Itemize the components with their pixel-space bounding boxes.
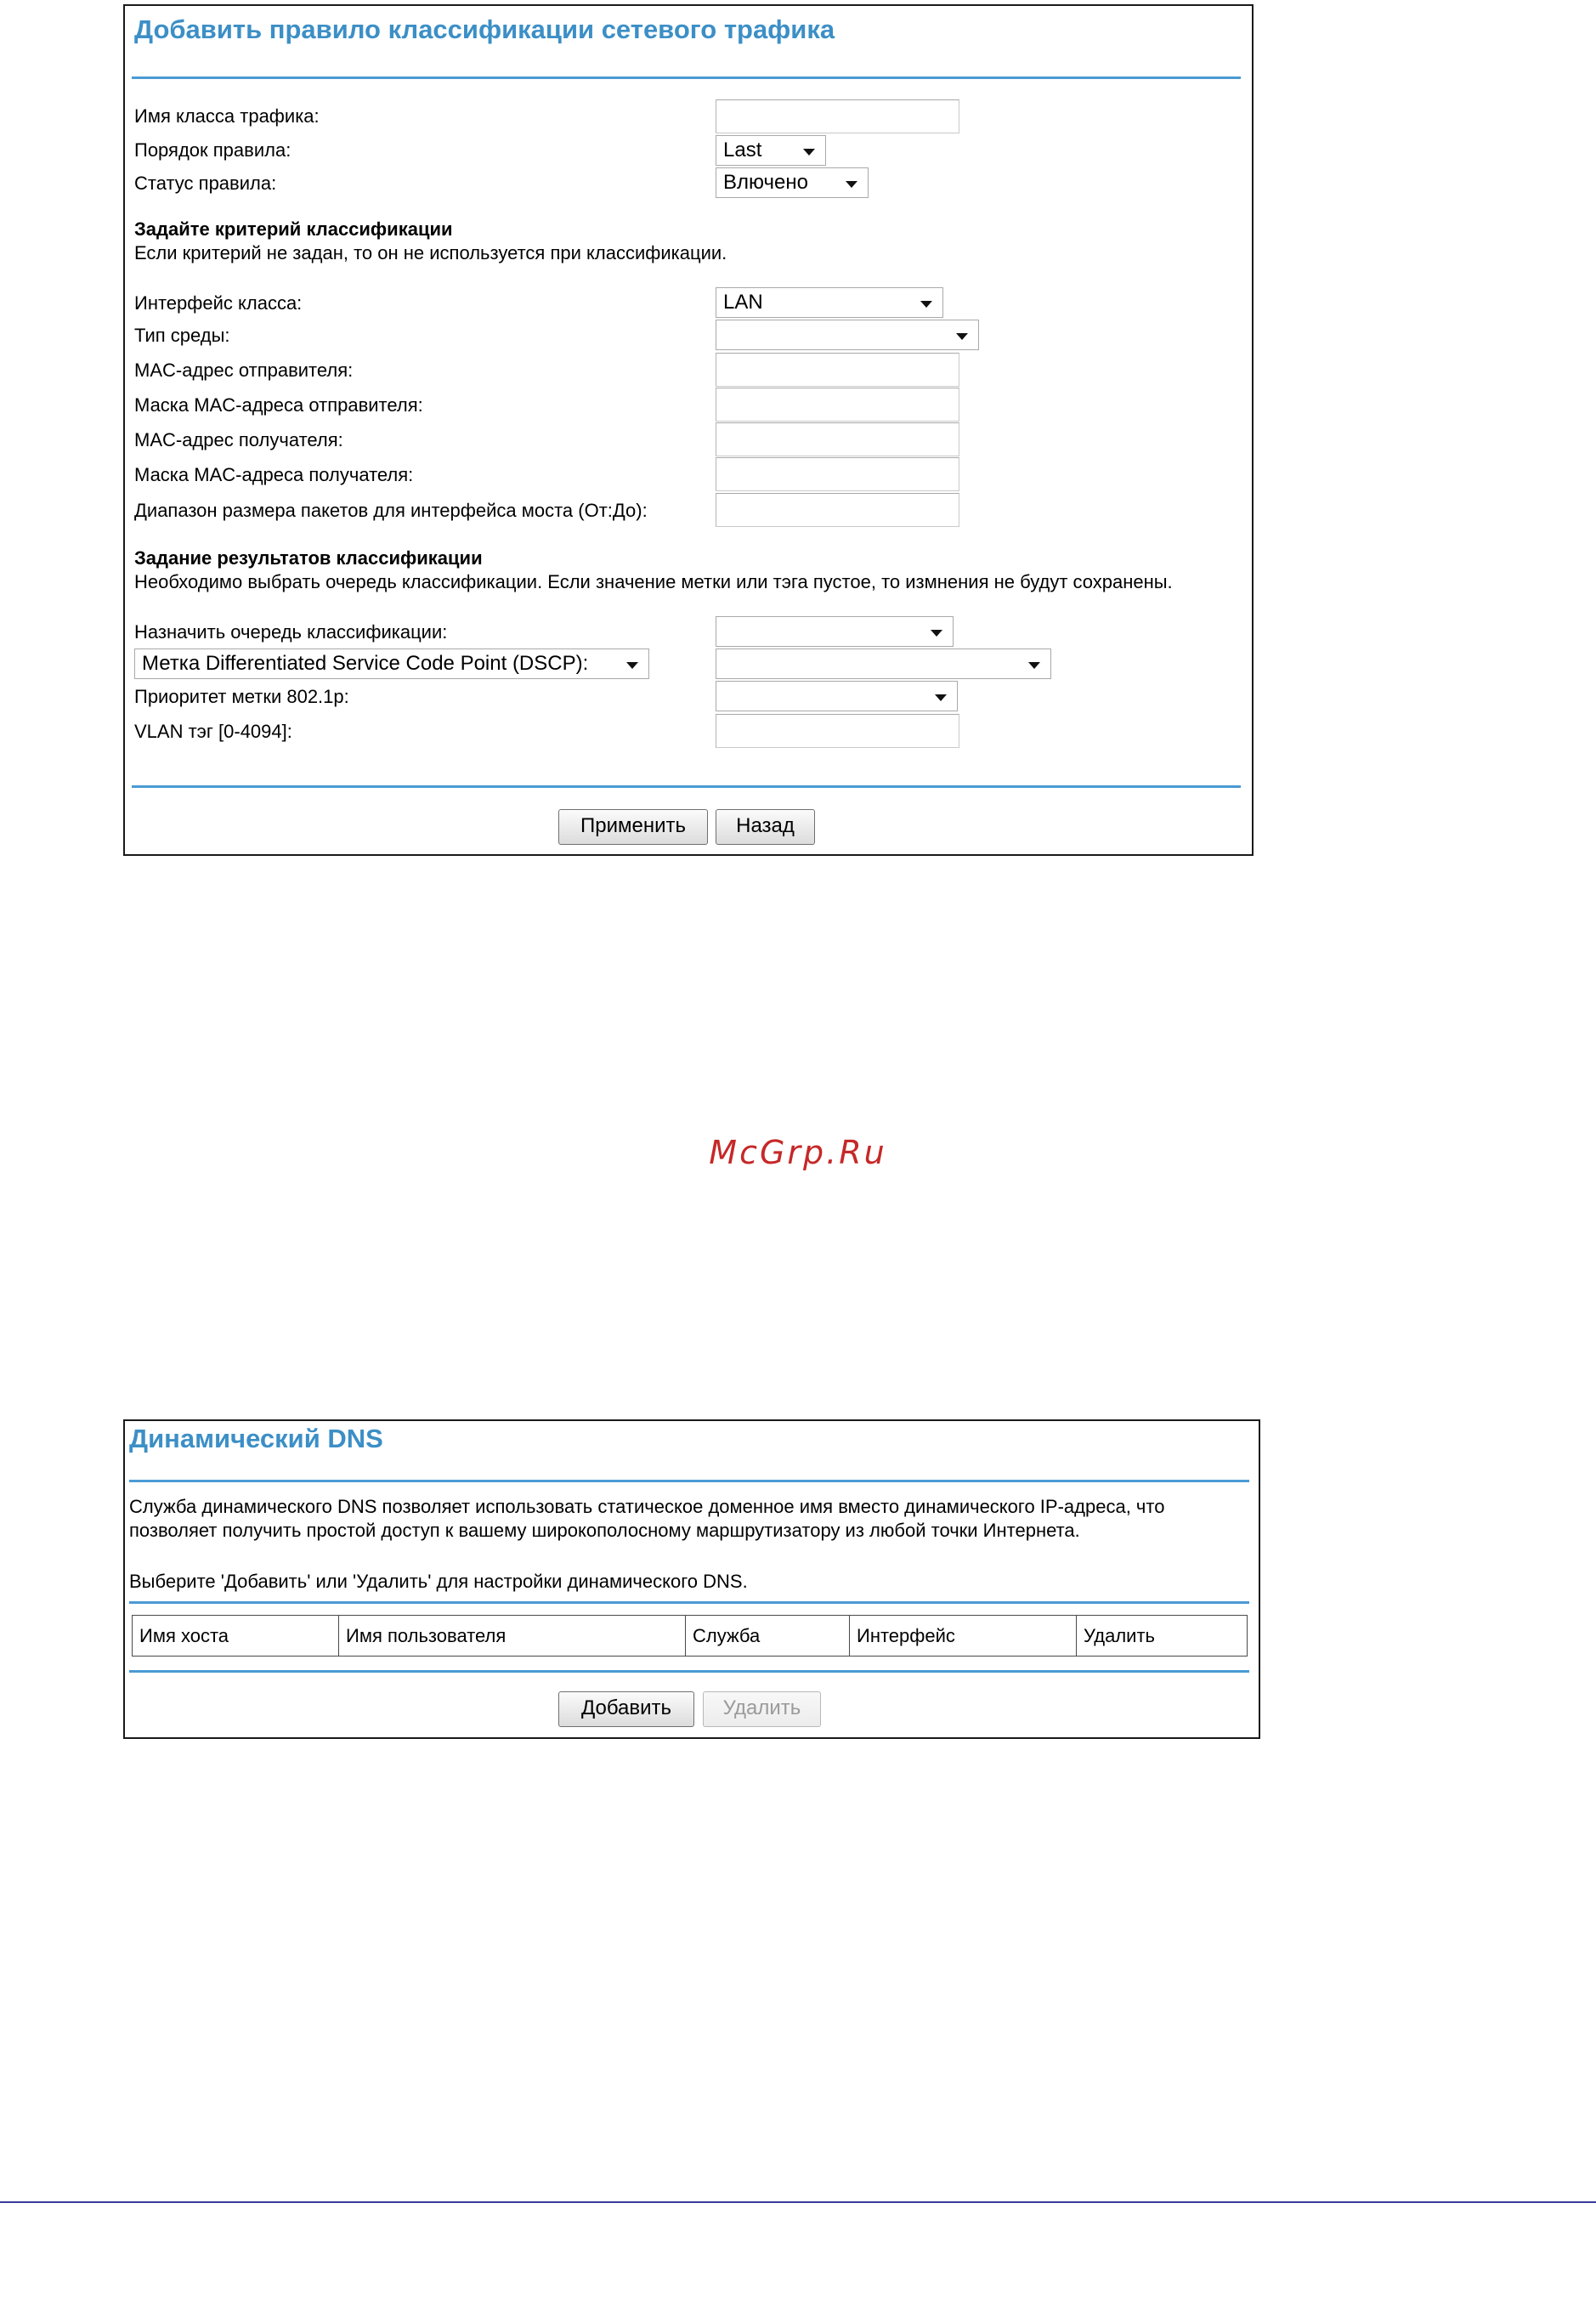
chevron-down-icon (920, 301, 932, 308)
interface-label: Интерфейс класса: (134, 292, 303, 314)
back-button[interactable]: Назад (716, 809, 815, 845)
ddns-table (132, 1615, 1248, 1657)
rule-order-label: Порядок правила: (134, 139, 291, 161)
class-name-input[interactable] (716, 99, 959, 133)
chevron-down-icon (1028, 662, 1040, 669)
ddns-title-divider (129, 1480, 1249, 1482)
interface-select[interactable] (716, 287, 943, 318)
chevron-down-icon (931, 630, 942, 637)
ddns-title: Динамический DNS (129, 1424, 383, 1453)
ddns-description-line2: позволяет получить простой доступ к вашему широкополосному маршрутизатору из любой точки Интернета. (129, 1520, 1080, 1541)
ddns-instruction: Выберите 'Добавить' или 'Удалить' для настройки динамического DNS. (129, 1571, 748, 1592)
results-heading: Задание результатов классификации (134, 547, 483, 569)
apply-button[interactable]: Применить (558, 809, 708, 845)
watermark: McGrp.Ru (709, 1134, 887, 1171)
chevron-down-icon (846, 181, 857, 188)
interface-value: LAN (723, 291, 763, 314)
priority-select[interactable] (716, 681, 958, 711)
priority-label: Приоритет метки 802.1p: (134, 686, 349, 707)
footer-divider (132, 785, 1241, 788)
vlan-input[interactable] (716, 714, 959, 748)
ddns-table-bottom-divider (129, 1670, 1249, 1673)
media-type-select[interactable] (716, 320, 979, 350)
dst-mac-label: MAC-адрес получателя: (134, 429, 343, 450)
ddns-table-top-divider (129, 1601, 1249, 1604)
add-button[interactable]: Добавить (558, 1691, 694, 1727)
ddns-description-line1: Служба динамического DNS позволяет использовать статическое доменное имя вместо динамического IP-адреса, что (129, 1496, 1165, 1517)
src-mac-mask-input[interactable] (716, 388, 959, 422)
rule-order-select[interactable] (716, 135, 826, 166)
delete-button[interactable]: Удалить (703, 1691, 821, 1727)
column-header-hostname: Имя хоста (133, 1616, 339, 1657)
queue-label: Назначить очередь классификации: (134, 621, 448, 643)
src-mac-input[interactable] (716, 353, 959, 387)
chevron-down-icon (626, 662, 638, 669)
title-divider (132, 76, 1241, 79)
dst-mac-mask-input[interactable] (716, 457, 959, 491)
media-type-label: Тип среды: (134, 325, 230, 346)
chevron-down-icon (956, 333, 968, 340)
column-header-service: Служба (686, 1616, 850, 1657)
chevron-down-icon (803, 149, 815, 156)
mark-value-select[interactable] (716, 648, 1051, 679)
packet-size-label: Диапазон размера пакетов для интерфейса моста (От:До): (134, 500, 648, 521)
rule-status-value: Влючено (723, 171, 808, 194)
vlan-label: VLAN тэг [0-4094]: (134, 721, 292, 742)
class-name-label: Имя класса трафика: (134, 105, 320, 127)
src-mac-label: MAC-адрес отправителя: (134, 360, 354, 381)
packet-size-input[interactable] (716, 493, 959, 527)
table-header-row (133, 1616, 1248, 1657)
dst-mac-input[interactable] (716, 422, 959, 456)
rule-status-select[interactable] (716, 167, 869, 198)
queue-select[interactable] (716, 616, 954, 647)
mark-type-select[interactable] (134, 648, 649, 679)
results-note: Необходимо выбрать очередь классификации. Если значение метки или тэга пустое, то измнения не будут сохранены. (134, 571, 1173, 592)
column-header-interface: Интерфейс (850, 1616, 1077, 1657)
criteria-heading: Задайте критерий классификации (134, 218, 453, 240)
column-header-delete: Удалить (1077, 1616, 1248, 1657)
mark-type-value: Метка Differentiated Service Code Point (DSCP): (142, 652, 589, 675)
page-footer-line (0, 2201, 1596, 2203)
chevron-down-icon (935, 694, 947, 701)
dst-mac-mask-label: Маска MAC-адреса получателя: (134, 464, 414, 485)
criteria-note: Если критерий не задан, то он не используется при классификации. (134, 242, 727, 263)
rule-status-label: Статус правила: (134, 173, 277, 194)
src-mac-mask-label: Маска MAC-адреса отправителя: (134, 394, 423, 416)
rule-order-value: Last (723, 139, 762, 161)
page-title: Добавить правило классификации сетевого трафика (134, 14, 835, 44)
column-header-username: Имя пользователя (339, 1616, 686, 1657)
